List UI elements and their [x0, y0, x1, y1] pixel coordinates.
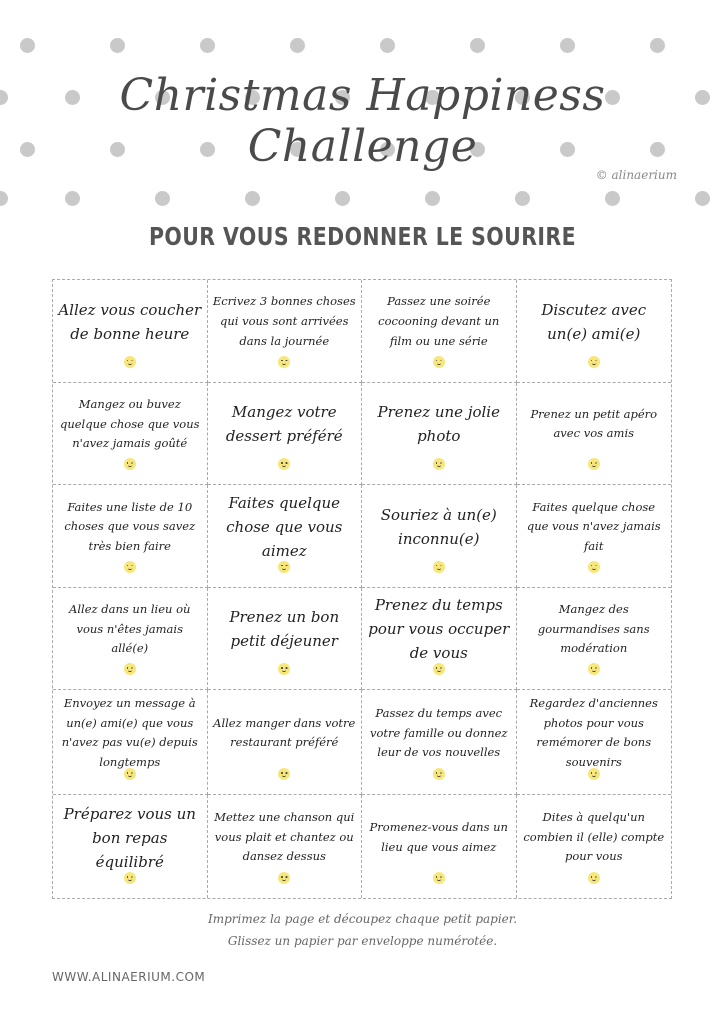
challenge-text: Prenez une jolie photo	[377, 403, 500, 446]
challenge-card	[208, 795, 363, 898]
challenge-card	[517, 383, 672, 486]
challenge-card	[208, 485, 363, 588]
smiley-icon	[124, 356, 136, 368]
challenge-text: Souriez à un(e) inconnu(e)	[380, 505, 497, 548]
challenge-text: Mangez des gourmandises sans modération	[537, 602, 650, 656]
smiley-icon	[588, 458, 600, 470]
instructions	[0, 909, 725, 952]
polka-dot	[155, 191, 170, 206]
challenge-text: Allez dans un lieu où vous n'êtes jamais allé(e)	[69, 602, 191, 656]
challenge-text: Envoyez un message à un(e) ami(e) que vous n'avez pas vu(e) depuis longtemps	[61, 696, 198, 769]
smiley-icon	[588, 663, 600, 675]
challenge-card	[53, 280, 208, 383]
smiley-icon	[278, 872, 290, 884]
challenge-text: Allez manger dans votre restaurant préféré	[213, 715, 356, 750]
smiley-icon	[433, 458, 445, 470]
smiley-icon	[278, 663, 290, 675]
smiley-icon	[278, 768, 290, 780]
challenge-text: Passez une soirée cocooning devant un film ou une série	[378, 294, 500, 348]
smiley-icon	[433, 561, 445, 573]
challenge-card	[517, 280, 672, 383]
challenge-card	[362, 690, 517, 795]
challenge-card	[208, 280, 363, 383]
smiley-icon	[124, 768, 136, 780]
polka-dot	[695, 191, 710, 206]
smiley-icon	[588, 768, 600, 780]
smiley-icon	[124, 663, 136, 675]
challenge-card	[53, 690, 208, 795]
challenge-card	[362, 588, 517, 691]
challenge-text: Prenez un petit apéro avec vos amis	[530, 406, 658, 441]
polka-dot	[0, 191, 8, 206]
smiley-icon	[278, 561, 290, 573]
polka-dot	[470, 38, 485, 53]
challenge-text: Faites quelque chose que vous aimez	[226, 493, 343, 560]
polka-dot	[425, 191, 440, 206]
smiley-icon	[588, 356, 600, 368]
polka-dot	[335, 191, 350, 206]
polka-dot	[605, 191, 620, 206]
instruction-line: Imprimez la page et découpez chaque petit papier.	[207, 912, 518, 926]
smiley-icon	[433, 356, 445, 368]
smiley-icon	[124, 872, 136, 884]
challenge-card	[362, 485, 517, 588]
challenge-text: Dites à quelqu'un combien il (elle) compte pour vous	[523, 810, 665, 864]
smiley-icon	[588, 872, 600, 884]
challenge-text: Prenez un bon petit déjeuner	[229, 608, 340, 651]
smiley-icon	[278, 356, 290, 368]
smiley-icon	[278, 458, 290, 470]
polka-dot	[20, 38, 35, 53]
challenge-text: Prenez du temps pour vous occuper de vous	[368, 596, 510, 663]
challenge-card	[208, 383, 363, 486]
challenge-card	[517, 795, 672, 898]
challenge-card	[517, 485, 672, 588]
challenge-card	[362, 795, 517, 898]
challenge-card	[362, 280, 517, 383]
challenge-text: Faites quelque chose que vous n'avez jamais fait	[526, 499, 661, 553]
smiley-icon	[433, 663, 445, 675]
smiley-icon	[588, 561, 600, 573]
challenge-card	[517, 588, 672, 691]
challenge-text: Mangez votre dessert préféré	[225, 403, 343, 446]
challenge-text: Ecrivez 3 bonnes choses qui vous sont arrivées dans la journée	[212, 294, 356, 348]
page-title: Christmas Happiness Challenge	[119, 70, 606, 172]
challenge-card	[362, 383, 517, 486]
challenge-grid	[52, 279, 672, 899]
polka-dot	[65, 191, 80, 206]
polka-dot	[650, 38, 665, 53]
polka-dot	[245, 191, 260, 206]
challenge-card	[53, 383, 208, 486]
polka-dot	[110, 38, 125, 53]
challenge-text: Mangez ou buvez quelque chose que vous n'avez jamais goûté	[59, 397, 200, 451]
challenge-text: Mettez une chanson qui vous plait et chantez ou dansez dessus	[214, 810, 355, 864]
instruction-line: Glissez un papier par enveloppe numérotée.	[227, 933, 498, 948]
challenge-text: Promenez-vous dans un lieu que vous aimez	[369, 820, 508, 854]
website-link[interactable]: WWW.ALINAERIUM.COM	[52, 970, 206, 984]
challenge-text: Discutez avec un(e) ami(e)	[541, 300, 647, 343]
copyright-note: © alinaerium	[595, 168, 677, 182]
challenge-card	[53, 588, 208, 691]
smiley-icon	[124, 458, 136, 470]
challenge-card	[517, 690, 672, 795]
challenge-card	[208, 588, 363, 691]
challenge-card	[208, 690, 363, 795]
challenge-text: Regardez d'anciennes photos pour vous remémorer de bons souvenirs	[529, 696, 658, 769]
smiley-icon	[124, 561, 136, 573]
polka-dot	[290, 38, 305, 53]
challenge-text: Préparez vous un bon repas équilibré	[63, 804, 196, 871]
polka-dot	[560, 38, 575, 53]
challenge-card	[53, 795, 208, 898]
polka-dot	[380, 38, 395, 53]
page-subtitle: POUR VOUS REDONNER LE SOURIRE	[148, 222, 577, 251]
challenge-text: Allez vous coucher de bonne heure	[58, 300, 202, 343]
polka-dot	[515, 191, 530, 206]
challenge-text: Passez du temps avec votre famille ou donnez leur de vos nouvelles	[370, 706, 508, 760]
polka-dot	[200, 38, 215, 53]
challenge-card	[53, 485, 208, 588]
challenge-text: Faites une liste de 10 choses que vous savez très bien faire	[64, 499, 196, 553]
smiley-icon	[433, 768, 445, 780]
smiley-icon	[433, 872, 445, 884]
